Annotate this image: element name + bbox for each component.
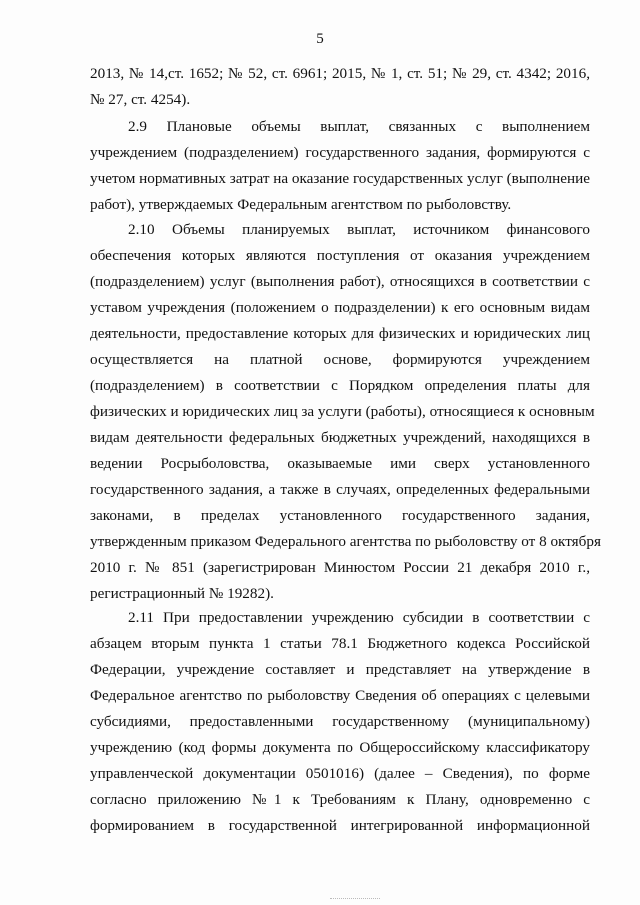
paragraph-clause-2-11 bbox=[90, 605, 590, 839]
paragraph-clause-2-10 bbox=[90, 217, 601, 607]
text-line: физических и юридических лиц за услуги (работы), относящиеся к основным bbox=[90, 403, 595, 420]
text-line: 2.9 Плановые объемы выплат, связанных с выполнением bbox=[128, 118, 590, 135]
text-line: утвержденным приказом Федерального агентства по рыболовству от 8 октября bbox=[90, 533, 601, 550]
text-line: регистрационный № 19282). bbox=[90, 585, 274, 602]
text-line: № 27, ст. 4254). bbox=[90, 91, 191, 108]
text-line: Федеральное агентство по рыболовству Сведения об операциях с целевыми bbox=[90, 687, 590, 704]
text-line: государственного задания, а также в случаях, определенных федеральными bbox=[90, 481, 590, 498]
text-line: законами, в пределах установленного государственного задания, bbox=[90, 507, 590, 524]
text-line: 2.11 При предоставлении учреждению субсидии в соответствии с bbox=[128, 609, 590, 626]
text-line: согласно приложению №1 к Требованиям к Плану, одновременно с bbox=[90, 791, 590, 808]
text-line: Федерации, учреждение составляет и представляет на утверждение в bbox=[90, 661, 590, 678]
text-line: работ), утверждаемых Федеральным агентством по рыболовству. bbox=[90, 196, 512, 213]
text-line: учреждению (код формы документа по Общероссийскому классификатору bbox=[90, 739, 590, 756]
text-line: управленческой документации 0501016) (далее – Сведения), по форме bbox=[90, 765, 590, 782]
paragraph-continuation bbox=[90, 61, 590, 113]
text-line: учреждением (подразделением) государственного задания, формируются с bbox=[90, 144, 590, 161]
text-line: (подразделением) в соответствии с Порядком определения платы для bbox=[90, 377, 590, 394]
text-line: субсидиями, предоставленными государственному (муниципальному) bbox=[90, 713, 590, 730]
scan-artifact bbox=[330, 898, 380, 902]
page-number: 5 bbox=[316, 31, 324, 47]
text-line: осуществляется на платной основе, формируются учреждением bbox=[90, 351, 590, 368]
text-line: учетом нормативных затрат на оказание государственных услуг (выполнение bbox=[90, 170, 590, 187]
text-line: 2010 г. № 851 (зарегистрирован Минюстом России 21 декабря 2010 г., bbox=[90, 559, 590, 576]
text-line: ведении Росрыболовства, оказываемые ими сверх установленного bbox=[90, 455, 590, 472]
text-line: формированием в государственной интегрированной информационной bbox=[90, 817, 590, 834]
text-line: обеспечения которых являются поступления от оказания учреждением bbox=[90, 247, 590, 264]
text-line: (подразделением) услуг (выполнения работ), относящихся в соответствии с bbox=[90, 273, 590, 290]
text-line: видам деятельности федеральных бюджетных учреждений, находящихся в bbox=[90, 429, 590, 446]
text-line: уставом учреждения (положением о подразделении) к его основным видам bbox=[90, 299, 590, 316]
text-line: 2.10 Объемы планируемых выплат, источником финансового bbox=[128, 221, 590, 238]
text-line: деятельности, предоставление которых для физических и юридических лиц bbox=[90, 325, 590, 342]
text-line: абзацем вторым пункта 1 статьи 78.1 Бюджетного кодекса Российской bbox=[90, 635, 590, 652]
text-line: 2013, № 14,ст. 1652; № 52, ст. 6961; 2015, № 1, ст. 51; № 29, ст. 4342; 2016, bbox=[90, 65, 590, 82]
paragraph-clause-2-9 bbox=[90, 114, 590, 218]
